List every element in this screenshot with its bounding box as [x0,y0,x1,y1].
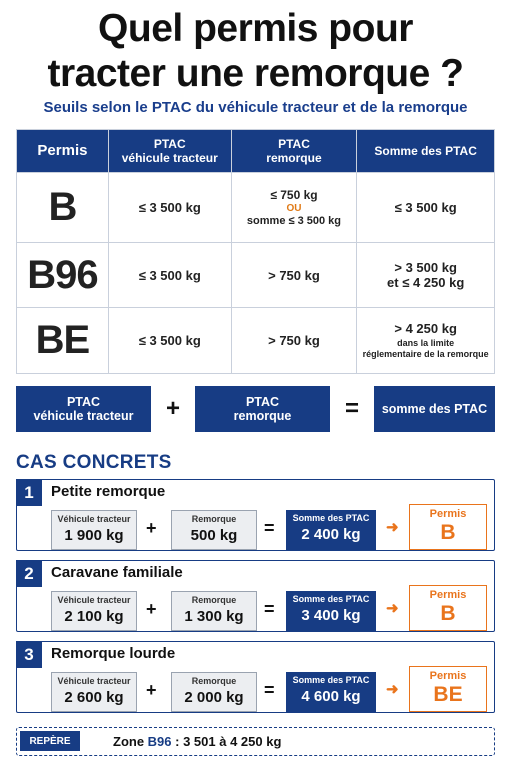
formula-bar [16,386,495,432]
remorque-box [171,591,257,631]
permis-result-box [409,504,487,550]
somme-value: 3 400 kg [301,607,361,624]
page-subtitle: Seuils selon le PTAC du véhicule tracteur et de la remorque [43,99,468,116]
somme-line3: réglementaire de la remorque [362,349,489,359]
repere-tag: REPÈRE [20,731,80,751]
row-remorque: > 750 kg [231,308,357,374]
header-remorque-line2: remorque [266,151,322,165]
remorque-label: Remorque [191,514,237,524]
remorque-line2: somme ≤ 3 500 kg [246,215,342,227]
somme-box [286,591,376,631]
plus-sign: + [165,395,180,422]
row-somme [357,308,495,374]
case-number: 2 [16,560,42,587]
equals-sign: = [264,680,275,700]
case-title: Petite remorque [51,483,166,500]
header-remorque-line1: PTAC [278,137,310,151]
page-title [0,6,511,96]
formula-somme: somme des PTAC [374,386,495,432]
table-header-row [17,130,495,173]
somme-line1: > 4 250 kg [394,321,457,336]
permis-result-box [409,666,487,712]
permis-label: Permis [429,589,467,601]
header-ptac-tracteur [108,130,231,173]
permis-value: B [440,521,456,544]
title-line-2: tracter une remorque ? [47,52,464,95]
case-title: Remorque lourde [51,645,176,662]
case-card [16,560,495,632]
table-row [17,243,495,308]
formula-ptac-remorque [195,386,330,432]
header-ptac-remorque [231,130,357,173]
repere-suffix: : 3 501 à 4 250 kg [171,734,282,749]
arrow-right-icon: ➜ [386,600,399,617]
somme-label: Somme des PTAC [292,675,370,685]
row-tracteur: ≤ 3 500 kg [108,243,231,308]
plus-sign: + [146,599,157,619]
tracteur-box [51,510,137,550]
row-tracteur: ≤ 3 500 kg [108,173,231,243]
remorque-box [171,510,257,550]
repere-highlight: B96 [147,734,172,749]
plus-sign: + [146,680,157,700]
row-permis: B [17,173,109,243]
row-somme [357,243,495,308]
tracteur-value: 1 900 kg [64,527,124,544]
row-remorque [231,173,357,243]
formula-mid-line1: PTAC [245,395,280,409]
somme-line2: et ≤ 4 250 kg [387,275,465,290]
case-number: 1 [16,479,42,506]
tracteur-label: Véhicule tracteur [57,514,131,524]
formula-left-line1: PTAC [66,395,101,409]
plus-sign: + [146,518,157,538]
table-row [17,173,495,243]
repere-prefix: Zone [113,734,148,749]
remorque-label: Remorque [191,676,237,686]
tracteur-value: 2 100 kg [64,608,124,625]
formula-mid-line2: remorque [233,409,292,423]
case-title: Caravane familiale [51,564,183,581]
equals-sign: = [264,599,275,619]
remorque-box [171,672,257,712]
somme-line2: dans la limite [397,338,455,348]
row-remorque: > 750 kg [231,243,357,308]
tracteur-value: 2 600 kg [64,689,124,706]
permis-value: BE [433,683,463,706]
remorque-value: 2 000 kg [184,689,244,706]
table-row [17,308,495,374]
somme-value: 4 600 kg [301,688,361,705]
header-tracteur-line2: véhicule tracteur [121,151,218,165]
permis-label: Permis [429,508,467,520]
remorque-line1: ≤ 750 kg [270,188,318,202]
repere-box [16,727,495,756]
formula-ptac-tracteur [16,386,151,432]
ou-label: OU [286,203,302,214]
arrow-right-icon: ➜ [386,681,399,698]
remorque-value: 500 kg [190,527,238,544]
case-card [16,479,495,551]
title-line-1: Quel permis pour [98,7,413,50]
tracteur-label: Véhicule tracteur [57,595,131,605]
section-title: CAS CONCRETS [16,452,172,473]
equals-sign: = [264,518,275,538]
remorque-value: 1 300 kg [184,608,244,625]
repere-text [113,734,281,749]
row-permis: BE [17,308,109,374]
header-permis: Permis [17,130,109,173]
header-somme: Somme des PTAC [357,130,495,173]
somme-label: Somme des PTAC [292,594,370,604]
somme-line1: > 3 500 kg [394,260,457,275]
permis-table [16,129,495,374]
permis-result-box [409,585,487,631]
case-card [16,641,495,713]
row-somme: ≤ 3 500 kg [357,173,495,243]
somme-value: 2 400 kg [301,526,361,543]
remorque-label: Remorque [191,595,237,605]
tracteur-label: Véhicule tracteur [57,676,131,686]
tracteur-box [51,591,137,631]
somme-box [286,672,376,712]
permis-value: B [440,602,456,625]
somme-box [286,510,376,550]
header-tracteur-line1: PTAC [153,137,186,151]
row-tracteur: ≤ 3 500 kg [108,308,231,374]
somme-label: Somme des PTAC [292,513,370,523]
permis-label: Permis [429,670,467,682]
formula-left-line2: véhicule tracteur [33,409,134,423]
tracteur-box [51,672,137,712]
case-number: 3 [16,641,42,668]
row-permis: B96 [17,243,109,308]
arrow-right-icon: ➜ [386,519,399,536]
equals-sign: = [344,395,359,422]
